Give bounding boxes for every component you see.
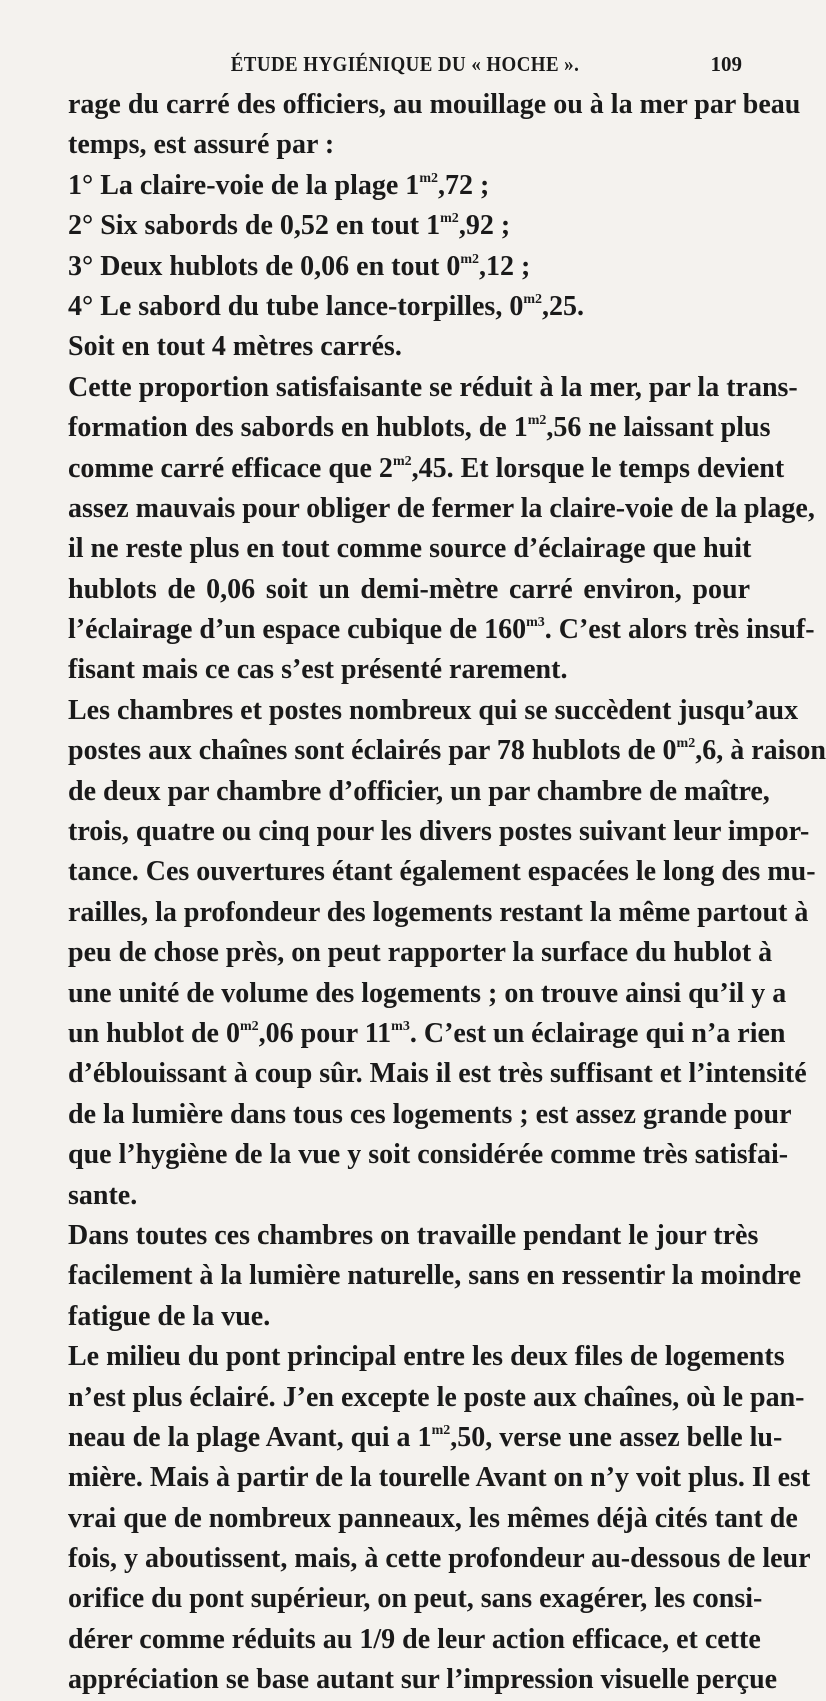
line-text: 2° Six sabords de 0,52 en tout 1 [68,210,441,242]
line-text: temps, est assuré par : [68,129,335,161]
text-line [68,489,815,529]
line-text: vrai que de nombreux panneaux, les mêmes déjà cités tant de [68,1502,798,1534]
text-line [68,650,750,690]
line-text: 1° La claire-voie de la plage 1 [68,169,420,201]
line-text: fatigue de la vue. [68,1300,271,1332]
line-text: postes aux chaînes sont éclairés par 78 hublots de 0 [68,735,677,767]
line-text: une unité de volume des logements ; on trouve ainsi qu’il y a [68,977,787,1009]
text-line [68,1378,805,1418]
line-text: railles, la profondeur des logements restant la même partout à [68,896,809,928]
text-line [68,1014,786,1054]
line-text: rage du carré des officiers, au mouillage ou à la mer par beau [68,89,801,120]
line-text: Les chambres et postes nombreux qui se succèdent jusqu’aux [68,694,799,726]
line-text: . C’est alors très insuf- [544,614,815,646]
unit-superscript: m3 [391,1018,410,1034]
unit-superscript: m2 [676,736,696,752]
unit-superscript: m2 [419,170,438,186]
line-text: que l’hygiène de la vue y soit considérée comme très satisfai- [68,1139,789,1171]
text-line [68,1539,811,1579]
line-text: ,12 ; [479,250,531,282]
line-text: ,92 ; [458,210,511,242]
text-line [68,812,810,852]
line-text: peu de chose près, on peut rapporter la surface du hublot à [68,937,773,969]
text-line [68,893,809,933]
line-text: Dans toutes ces chambres on travaille pendant le jour très [68,1219,759,1251]
line-text: formation des sabords en hublots, de 1 [68,412,528,444]
text-line [68,1054,807,1094]
line-text: Le milieu du pont principal entre les deux files de logements [68,1341,785,1373]
text-line [68,206,750,246]
text-line [68,1499,798,1539]
line-text: neau de la plage Avant, qui a 1 [68,1421,432,1453]
line-text: 4° Le sabord du tube lance-torpilles, 0 [68,290,524,322]
text-line [68,1418,783,1458]
text-line [68,166,750,206]
text-line [68,610,815,650]
line-text: il ne reste plus en tout comme source d’éclairage que huit [68,533,752,565]
unit-superscript: m2 [523,291,542,307]
body-text [68,85,826,1701]
line-text: n’est plus éclairé. J’en excepte le poste aux chaînes, où le pan- [68,1381,805,1413]
text-line [68,327,750,367]
line-text: assez mauvais pour obliger de fermer la claire-voie de la plage, [68,492,815,524]
text-line [68,1135,789,1175]
text-line [68,247,750,287]
unit-superscript: m2 [392,453,412,469]
line-text: ,25. [542,290,584,322]
unit-superscript: m2 [239,1018,259,1034]
line-text: un hublot de 0 [68,1017,240,1049]
unit-superscript: m3 [526,615,545,631]
text-line [68,1660,778,1700]
line-text: hublots de 0,06 soit un demi-mètre carré environ, pour [68,573,750,605]
text-line [68,772,770,812]
line-text: ,56 ne laissant plus [546,412,771,444]
line-text: fois, y aboutissent, mais, à cette profondeur au-dessous de leur [68,1543,811,1575]
text-line [68,691,799,731]
text-line [68,731,826,771]
page-number: 109 [710,52,742,76]
line-text: comme carré efficace que 2 [68,452,393,484]
line-text: ,72 ; [437,169,490,201]
line-text: facilement à la lumière naturelle, sans en ressentir la moindre [68,1260,802,1292]
line-text: d’éblouissant à coup sûr. Mais il est très suffisant et l’intensité [68,1058,807,1090]
text-line [68,368,798,408]
text-line [68,933,773,973]
line-text: fisant mais ce cas s’est présenté rarement. [68,654,568,686]
text-line [68,449,785,489]
line-text: ,6, à raison [695,735,826,767]
unit-superscript: m2 [460,251,480,267]
text-line [68,852,816,892]
line-text: sante. [68,1179,138,1211]
unit-superscript: m2 [527,413,547,429]
line-text: trois, quatre ou cinq pour les divers postes suivant leur impor- [68,816,810,848]
line-text: orifice du pont supérieur, on peut, sans exagérer, les consi- [68,1583,763,1615]
text-line [68,1579,763,1619]
page-header [68,52,742,82]
unit-superscript: m2 [440,211,459,227]
line-text: de deux par chambre d’officier, un par chambre de maître, [68,775,770,807]
text-line [68,1620,761,1660]
line-text: tance. Ces ouvertures étant également espacées le long des mu- [68,856,816,888]
text-line [68,1458,811,1498]
line-text: Soit en tout 4 mètres carrés. [68,331,402,363]
text-line [68,1176,750,1216]
text-line [68,1256,802,1296]
line-text: ,45. Et lorsque le temps devient [411,452,785,484]
line-text: l’éclairage d’un espace cubique de 160 [68,614,527,646]
line-text: ,06 pour 11 [258,1017,392,1049]
line-text: de la lumière dans tous ces logements ; est assez grande pour [68,1098,792,1130]
text-line [68,570,750,610]
text-line [68,1337,785,1377]
line-text: Cette proportion satisfaisante se réduit à la mer, par la trans- [68,371,798,403]
text-line [68,125,750,165]
line-text: ,50, verse une assez belle lu- [450,1421,783,1453]
text-line [68,1095,792,1135]
unit-superscript: m2 [431,1422,451,1438]
text-line [68,408,771,448]
line-text: mière. Mais à partir de la tourelle Avant on n’y voit plus. Il est [68,1462,811,1494]
text-line [68,529,750,569]
text-line [68,1297,750,1337]
line-text: dérer comme réduits au 1/9 de leur action efficace, et cette [68,1623,761,1655]
text-line [68,85,801,125]
line-text: 3° Deux hublots de 0,06 en tout 0 [68,250,461,282]
line-text: . C’est un éclairage qui n’a rien [409,1017,786,1049]
line-text: appréciation se base autant sur l’impression visuelle perçue [68,1664,778,1696]
text-line [68,974,787,1014]
running-title: ÉTUDE HYGIÉNIQUE DU « HOCHE ». [230,52,580,76]
text-line [68,287,750,327]
text-line [68,1216,759,1256]
